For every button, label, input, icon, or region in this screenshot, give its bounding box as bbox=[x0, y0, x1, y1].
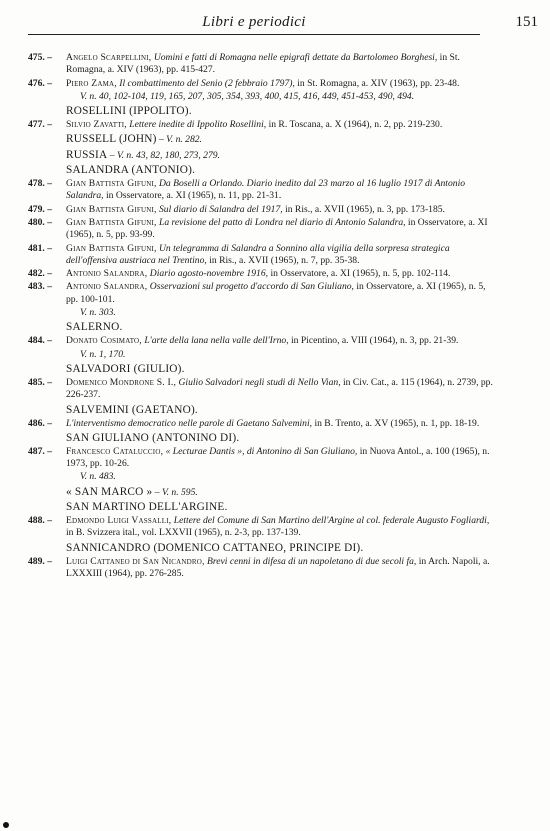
subject-cross-reference bbox=[28, 486, 498, 499]
entry-author: Edmondo Luigi Vassalli, bbox=[66, 515, 172, 527]
subject-heading: SAN GIULIANO (ANTONINO DI). bbox=[66, 431, 240, 444]
entry-title: Osservazioni sul progetto d'accordo di San Giuliano, bbox=[149, 281, 354, 293]
entry-number: 482. – bbox=[28, 268, 52, 280]
bibliography-entry bbox=[28, 446, 498, 471]
cross-reference: V. n. 303. bbox=[80, 307, 116, 319]
entry-source: in Nuova Antol., a. 100 (1965), n. 1973, pp. 10-26. bbox=[66, 445, 490, 470]
subject-heading: ROSELLINI (IPPOLITO). bbox=[66, 105, 192, 118]
subject-heading: RUSSIA bbox=[66, 148, 108, 161]
subject-heading: SALVADORI (GIULIO). bbox=[66, 362, 185, 375]
entry-title: Brevi cenni in difesa di un napoletano di due secoli fa, bbox=[207, 555, 417, 567]
entry-source: in Arch. Napoli, a. LXXXIII (1964), pp. 276-285. bbox=[66, 555, 490, 579]
bibliography-entry bbox=[28, 335, 498, 347]
entry-number: 485. – bbox=[28, 376, 52, 388]
entry-title: La revisione del patto di Londra nel diario di Antonio Salandra, bbox=[159, 216, 406, 228]
entry-author: Domenico Mondrone S. I., bbox=[66, 376, 177, 388]
entry-number: 477. – bbox=[28, 119, 52, 131]
entry-author: Silvio Zavatti, bbox=[66, 119, 127, 131]
entry-title: Sul diario di Salandra del 1917, bbox=[159, 203, 283, 215]
entry-title: Il combattimento del Senio (2 febbraio 1797), bbox=[119, 77, 295, 89]
entry-number: 487. – bbox=[28, 445, 52, 457]
bibliography-entry bbox=[28, 217, 498, 242]
bibliography-entry bbox=[28, 52, 498, 77]
entry-title: Uomini e fatti di Romagna nelle epigrafi dettate da Bartolomeo Borghesi, bbox=[153, 52, 438, 63]
cross-reference: – V. n. 595. bbox=[152, 486, 198, 498]
entry-title: Diario agosto-novembre 1916, bbox=[149, 268, 269, 280]
running-header bbox=[28, 12, 538, 35]
entry-number: 478. – bbox=[28, 178, 52, 190]
entry-title: Lettere inedite di Ippolito Rosellini, bbox=[129, 119, 267, 131]
entry-source: in Osservatore, a. XI (1965), n. 5, pp. 102-114. bbox=[270, 268, 451, 280]
bibliography-entry bbox=[28, 243, 498, 268]
entry-number: 479. – bbox=[28, 203, 52, 215]
subject-cross-reference bbox=[28, 149, 498, 162]
subject-cross-reference bbox=[28, 133, 498, 146]
entry-author: Gian Battista Gifuni, bbox=[66, 216, 157, 228]
entry-title: « Lecturae Dantis », di Antonino di San Giuliano, bbox=[165, 445, 358, 457]
cross-reference: – V. n. 43, 82, 180, 273, 279. bbox=[107, 149, 220, 161]
subject-heading: SALVEMINI (GAETANO). bbox=[66, 403, 198, 416]
entry-author: Gian Battista Gifuni, bbox=[66, 178, 157, 190]
bibliography-entry bbox=[28, 556, 498, 581]
running-title: Libri e periodici bbox=[202, 14, 306, 30]
subject-heading: SALANDRA (ANTONIO). bbox=[66, 164, 196, 177]
entry-source: in Ris., a. XVII (1965), n. 3, pp. 173-185. bbox=[285, 203, 445, 215]
subject-heading: SALERNO. bbox=[66, 321, 123, 334]
bibliography-entry bbox=[28, 119, 498, 131]
entry-author: Antonio Salandra, bbox=[66, 268, 148, 280]
bibliography-entry bbox=[28, 268, 498, 280]
page-number: 151 bbox=[515, 14, 538, 30]
entry-source: in Ris., a. XVII (1965), n. 7, pp. 35-38. bbox=[209, 254, 360, 266]
subject-heading: « SAN MARCO » bbox=[66, 485, 153, 498]
entry-author: Francesco Cataluccio, bbox=[66, 445, 164, 457]
entry-number: 489. – bbox=[28, 555, 52, 567]
cross-reference: V. n. 1, 170. bbox=[80, 348, 126, 360]
subject-heading: SANNICANDRO (DOMENICO CATTANEO, PRINCIPE DI). bbox=[66, 541, 364, 554]
entry-source: in Osservatore, a. XI (1965), n. 11, pp. 21-31. bbox=[106, 190, 282, 202]
entry-author: Gian Battista Gifuni, bbox=[66, 242, 157, 254]
bibliography-entry bbox=[28, 78, 498, 90]
bibliography-entry bbox=[28, 178, 498, 203]
cross-reference: – V. n. 282. bbox=[156, 134, 202, 146]
entry-author: Angelo Scarpellini, bbox=[66, 52, 152, 63]
entry-number: 483. – bbox=[28, 281, 52, 293]
bibliography-entry bbox=[28, 281, 498, 306]
entry-author: Gian Battista Gifuni, bbox=[66, 203, 157, 215]
entry-number: 484. – bbox=[28, 335, 52, 347]
entry-source: in R. Toscana, a. X (1964), n. 2, pp. 219-230. bbox=[268, 119, 443, 131]
entry-source: in Civ. Cat., a. 115 (1964), n. 2739, pp. 226-237. bbox=[66, 376, 493, 401]
entry-number: 480. – bbox=[28, 216, 52, 228]
entry-source: in Osservatore, a. XI (1965), n. 5, pp. 100-101. bbox=[66, 281, 486, 305]
cross-reference: V. n. 40, 102-104, 119, 165, 207, 305, 354, 393, 400, 415, 416, 449, 451-453, 490, 494. bbox=[80, 90, 415, 102]
entry-title: Giulio Salvadori negli studi di Nello Vian, bbox=[178, 376, 341, 388]
entry-source: in St. Romagna, a. XIV (1963), pp. 23-48. bbox=[297, 77, 460, 89]
cross-reference: V. n. 483. bbox=[80, 471, 116, 483]
entry-author: Luigi Cattaneo di San Nicandro, bbox=[66, 555, 205, 567]
bibliography-entry bbox=[28, 377, 498, 402]
margin-dot-mark bbox=[3, 822, 9, 828]
entry-source: in St. Romagna, a. XIV (1963), pp. 415-427. bbox=[66, 52, 460, 76]
entry-title: Un telegramma di Salandra a Sonnino alla vigilia della sorpresa strategica dell'offensiva austriaca nel Trentino, bbox=[66, 242, 450, 266]
entry-title: L'interventismo democratico nelle parole di Gaetano Salvemini, bbox=[66, 417, 313, 429]
bibliography-entry bbox=[28, 204, 498, 216]
entry-source: in B. Svizzera ital., vol. LXXVII (1965), n. 2-3, pp. 137-139. bbox=[66, 527, 301, 539]
bibliography-entry bbox=[28, 418, 498, 430]
entry-number: 481. – bbox=[28, 242, 52, 254]
entry-number: 488. – bbox=[28, 515, 52, 527]
entry-author: Antonio Salandra, bbox=[66, 281, 148, 293]
bibliography-entry bbox=[28, 515, 498, 540]
entry-author: Donato Cosimato, bbox=[66, 335, 142, 347]
entry-number: 486. – bbox=[28, 417, 52, 429]
entry-number: 476. – bbox=[28, 77, 52, 89]
subject-heading: RUSSELL (JOHN) bbox=[66, 133, 157, 146]
bibliography-list bbox=[28, 52, 498, 581]
entry-source: in Osservatore, a. XI (1965), n. 5, pp. 93-99. bbox=[66, 216, 488, 241]
entry-title: Lettere del Comune di San Martino dell'Argine al col. federale Augusto Fogliardi, bbox=[173, 515, 490, 527]
entry-title: L'arte della lana nella valle dell'Irno, bbox=[144, 335, 289, 347]
entry-number: 475. – bbox=[28, 52, 52, 63]
entry-title: Da Boselli a Orlando. Diario inedito dal 23 marzo al 16 luglio 1917 di Antonio Salandra, bbox=[66, 178, 466, 202]
entry-source: in Picentino, a. VIII (1964), n. 3, pp. 21-39. bbox=[290, 335, 459, 347]
entry-source: in B. Trento, a. XV (1965), n. 1, pp. 18-19. bbox=[314, 417, 480, 429]
entry-author: Piero Zama, bbox=[66, 77, 117, 89]
subject-heading: SAN MARTINO DELL'ARGINE. bbox=[66, 501, 228, 514]
